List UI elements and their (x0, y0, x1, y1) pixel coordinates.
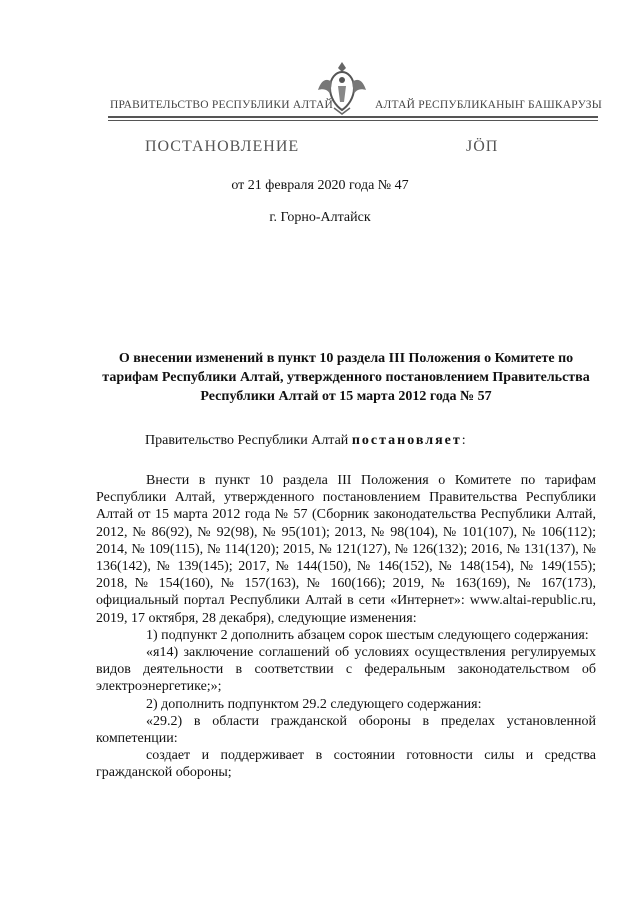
org-name-altai: АЛТАЙ РЕСПУБЛИКАНЫҤ БАШКАРУЗЫ (375, 99, 602, 111)
body-paragraph: 2) дополнить подпунктом 29.2 следующего содержания: (146, 696, 482, 712)
header-rule-thin (108, 120, 598, 121)
date-line: от 21 февраля 2020 года № 47 (231, 178, 409, 193)
decree-colon: : (461, 433, 466, 448)
body-paragraph: Внести в пункт 10 раздела III Положения о Комитете по тарифам Республики Алтай, утвержденного постановлением Правительства Республики Алтай от 15 марта 2012 года № 57 (Сборник законодательства Республики Алтай, 2012, № 86(92), № 92(98), № 95(101); 2013, № 98(104), № 101(107), № 106(112); 2014, № 109(115), № 114(120); 2015, № 121(127), № 126(132); 2016, № 131(137), № 136(142), № 139(145); 2017, № 144(150), № 146(152), № 148(154), № 149(155); 2018, № 154(160), № 157(163), № 160(166); 2019, № 163(169), № 167(173), официальный портал Республики Алтай в сети «Интернет»: www.altai-republic.ru, 2019, 17 октября, 28 декабря), следующие изменения: (96, 473, 596, 626)
org-name-russian: ПРАВИТЕЛЬСТВО РЕСПУБЛИКИ АЛТАЙ (110, 99, 334, 111)
city-line: г. Горно-Алтайск (269, 210, 371, 225)
decree-subject: Правительство Республики Алтай (145, 433, 349, 448)
body-paragraph: 1) подпункт 2 дополнить абзацем сорок шестым следующего содержания: (146, 627, 589, 643)
body-paragraph: создает и поддерживает в состоянии готовности силы и средства гражданской обороны; (96, 748, 596, 781)
decree-verb: постановляет (351, 433, 462, 448)
decree-line (145, 433, 466, 449)
doc-type-altai: ЈÖП (466, 138, 499, 155)
header-rule (108, 116, 598, 118)
doc-type-russian: ПОСТАНОВЛЕНИЕ (145, 138, 300, 155)
body-paragraph: «29.2) в области гражданской обороны в пределах установленной компетенции: (96, 713, 596, 747)
document-title: О внесении изменений в пункт 10 раздела III Положения о Комитете по тарифам Республики Алтай, утвержденного постановлением Правительства Республики Алтай от 15 марта 2012 года № 57 (102, 351, 590, 404)
document-body (96, 472, 596, 782)
body-paragraph: «я14) заключение соглашений об условиях осуществления регулируемых видов деятельности в соответствии с федеральным законодательством об электроэнергетике;»; (96, 645, 596, 695)
